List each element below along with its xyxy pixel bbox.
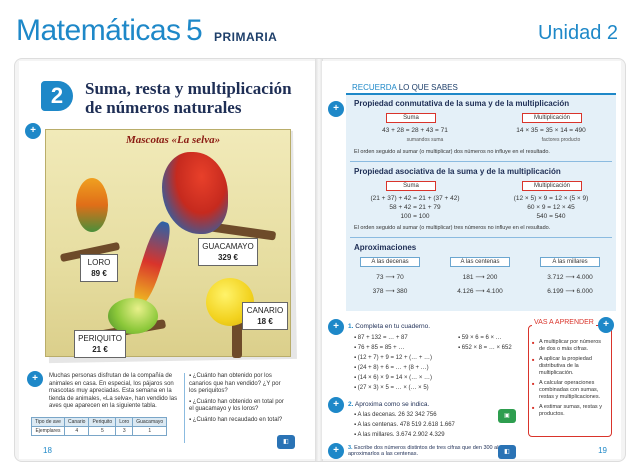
questions-list — [189, 373, 289, 424]
exercise-item: ▪ 87 + 132 = … + 87 — [354, 335, 408, 341]
exercise-number: 1. — [348, 323, 354, 330]
assoc-sum-line: 100 = 100 — [400, 213, 430, 220]
vas-a-aprender-box — [528, 325, 612, 437]
vas-item: ■ A estimar sumas, restas y productos. — [539, 404, 607, 418]
left-page — [19, 61, 316, 459]
assoc-mult-line: (12 × 5) × 9 = 12 × (5 × 9) — [513, 195, 589, 202]
exercise-item-text: 76 + 85 = 85 + … — [357, 345, 405, 351]
zoom-icon[interactable]: + — [27, 371, 43, 387]
budgie-periquito-image — [108, 298, 158, 334]
book-spread — [14, 58, 626, 462]
table-cell: 5 — [89, 427, 116, 436]
zoom-icon[interactable]: + — [328, 397, 344, 413]
mult-label: Multiplicación — [522, 181, 582, 191]
unit-label: Unidad 2 — [537, 22, 618, 44]
pet-price: 89 € — [91, 269, 107, 278]
pet-name: GUACAMAYO — [202, 242, 254, 251]
vas-prefix: VAS A — [534, 319, 554, 326]
exercise-1-title — [348, 323, 430, 330]
exercise-item: ▪ (14 × 6) × 9 = 14 × (… × …) — [354, 375, 432, 381]
pet-shop-poster[interactable] — [45, 129, 291, 357]
exercise-text: Escribe dos números distintos de tres cifras que den 300 al aproximarlos a las centenas. — [348, 445, 499, 457]
poster-title: Mascotas «La selva» — [126, 134, 221, 146]
price-tag-periquito — [74, 330, 126, 358]
approx-label: A las decenas — [360, 257, 420, 267]
table-header-cell: Periquito — [89, 418, 116, 427]
approx-example: 181 ⟶ 200 — [462, 274, 498, 281]
approx-example: 378 ⟶ 380 — [372, 288, 408, 295]
recuerda-heading — [352, 83, 458, 92]
approx-value: 70 — [396, 274, 404, 281]
exercise-3-title — [348, 445, 518, 457]
associative-note: El orden seguido al sumar (o multiplicar) tres números no influye en el resultado. — [354, 225, 551, 231]
pet-price: 329 € — [217, 253, 239, 262]
page-number-left: 18 — [43, 446, 52, 455]
approx-label: A las millares — [540, 257, 600, 267]
digital-resource-icon[interactable]: ▣ — [498, 409, 516, 423]
price-tag-guacamayo — [198, 238, 258, 266]
question-text: ¿Cuánto han obtenido por los canarios que han vendido? ¿Y por los periquitos? — [189, 373, 281, 394]
sum-label: Suma — [386, 113, 436, 123]
table-header-cell: Canario — [64, 418, 89, 427]
vas-suffix: APRENDER — [554, 319, 594, 326]
pet-price: 18 € — [257, 317, 273, 326]
exercise-item-text: A las decenas. 26 32 342 756 — [357, 412, 437, 418]
exercise-item-text: A las millares. 3.674 2.902 4.329 — [357, 432, 445, 438]
exercise-text: Completa en tu cuaderno. — [355, 323, 431, 330]
approx-value: 4.100 — [486, 288, 503, 295]
table-header-row — [32, 418, 167, 427]
approx-example: 73 ⟶ 70 — [376, 274, 404, 281]
approx-value: 4.000 — [576, 274, 593, 281]
approx-value: 3.712 — [547, 274, 564, 281]
book-title: Matemáticas — [16, 14, 181, 47]
exercise-item-text: (12 + 7) + 9 = 12 + (… + …) — [357, 355, 432, 361]
exercise-item: ▪ (24 + 8) + 6 = … + (8 + …) — [354, 365, 429, 371]
question-item: ▪ ¿Cuánto han obtenido en total por el guacamayo y los loros? — [189, 398, 284, 412]
approx-value: 4.126 — [457, 288, 474, 295]
digital-resource-icon[interactable]: ◧ — [277, 435, 295, 449]
question-text: ¿Cuánto han obtenido en total por el guacamayo y los loros? — [189, 398, 284, 412]
exercise-item: ▪ 76 + 85 = 85 + … — [354, 345, 405, 351]
vas-item: ■ A aplicar la propiedad distributiva de la multiplicación. — [539, 356, 607, 377]
recuerda-suffix: LO QUE SABES — [398, 83, 458, 92]
approx-value: 181 — [462, 274, 474, 281]
exercise-item: ▪ 59 × 6 = 6 × … — [458, 335, 502, 341]
vas-item: ■ A calcular operaciones combinadas con sumas, restas y multiplicaciones. — [539, 380, 607, 401]
commutative-note: El orden seguido al sumar (o multiplicar) dos números no influye en el resultado. — [354, 149, 550, 155]
sum-label: Suma — [386, 181, 436, 191]
question-item: ▪ ¿Cuánto han obtenido por los canarios que han vendido? ¿Y por los periquitos? — [189, 373, 281, 394]
exercise-item-text: 87 + 132 = … + 87 — [357, 335, 408, 341]
table-header-cell: Loro — [116, 418, 133, 427]
exercise-item: ▪ (12 + 7) + 9 = 12 + (… + …) — [354, 355, 432, 361]
mult-label: Multiplicación — [522, 113, 582, 123]
mult-terms: factores producto — [541, 137, 581, 143]
exercise-number: 2. — [348, 401, 354, 408]
exercise-number: 3. — [348, 445, 353, 451]
vas-a-aprender-title — [532, 319, 596, 326]
pet-price: 21 € — [92, 345, 108, 354]
table-cell: 4 — [64, 427, 89, 436]
approx-value: 6.000 — [576, 288, 593, 295]
divider — [184, 373, 185, 443]
right-page — [322, 61, 621, 459]
table-row — [32, 427, 167, 436]
price-tag-loro — [80, 254, 118, 282]
mult-formula: 14 × 35 = 35 × 14 = 490 — [516, 127, 586, 134]
vas-item: ■ A multiplicar por números de dos o más cifras. — [539, 339, 607, 353]
book-level: PRIMARIA — [214, 30, 278, 44]
approx-example: 3.712 ⟶ 4.000 — [547, 274, 593, 281]
zoom-icon[interactable]: + — [328, 101, 344, 117]
page-number-right: 19 — [598, 446, 607, 455]
table-cell: 1 — [133, 427, 167, 436]
parrot-loro-image — [76, 178, 108, 232]
exercise-item: ▪ A las centenas. 478 519 2.618 1.667 — [354, 422, 455, 428]
sales-table — [31, 417, 167, 436]
exercise-item-text: (14 × 6) × 9 = 14 × (… × …) — [357, 375, 432, 381]
recuerda-prefix: RECUERDA — [352, 83, 397, 92]
zoom-icon[interactable]: + — [328, 443, 344, 459]
digital-resource-icon[interactable]: ◧ — [498, 445, 516, 459]
approx-value: 380 — [396, 288, 408, 295]
assoc-sum-line: 58 + 42 = 21 + 79 — [389, 204, 441, 211]
divider — [350, 161, 612, 162]
exercise-item: ▪ 652 × 8 = … × 652 — [458, 345, 512, 351]
divider — [350, 237, 612, 238]
sum-formula: 43 + 28 = 28 + 43 = 71 — [382, 127, 448, 134]
approx-title: Aproximaciones — [354, 243, 417, 252]
question-item: ▪ ¿Cuánto han recaudado en total? — [189, 416, 283, 423]
assoc-mult-line: 540 = 540 — [536, 213, 566, 220]
assoc-mult-line: 60 × 9 = 12 × 45 — [527, 204, 575, 211]
assoc-sum-line: (21 + 37) + 42 = 21 + (37 + 42) — [370, 195, 460, 202]
exercise-item-text: 652 × 8 = … × 652 — [461, 345, 512, 351]
approx-value: 200 — [486, 274, 498, 281]
table-cell: Ejemplares — [32, 427, 65, 436]
exercise-text: Aproxima como se indica. — [354, 401, 430, 408]
exercise-2-title — [348, 401, 429, 408]
exercise-item: ▪ A las decenas. 26 32 342 756 — [354, 412, 437, 418]
lesson-number-badge: 2 — [41, 81, 73, 111]
approx-label: A las centenas — [450, 257, 510, 267]
zoom-icon[interactable]: + — [25, 123, 41, 139]
exercise-item-text: (24 + 8) + 6 = … + (8 + …) — [357, 365, 429, 371]
price-tag-canario — [242, 302, 288, 330]
exercise-item-text: A las centenas. 478 519 2.618 1.667 — [357, 422, 455, 428]
recuerda-box — [346, 93, 616, 311]
approx-example: 4.126 ⟶ 4.100 — [457, 288, 503, 295]
pet-name: PERIQUITO — [78, 334, 122, 343]
associative-title: Propiedad asociativa de la suma y de la multiplicación — [354, 167, 561, 176]
table-header-cell: Guacamayo — [133, 418, 167, 427]
table-cell: 3 — [116, 427, 133, 436]
intro-paragraph: Muchas personas disfrutan de la compañía de animales en casa. En especial, los pájaros son mascotas muy apreciadas. Esta semana en la tienda de animales, «La selva», han vendido las aves que aparecen en la siguiente tabla. — [49, 373, 178, 409]
approx-value: 6.199 — [547, 288, 564, 295]
exercise-item-text: 59 × 6 = 6 × … — [461, 335, 502, 341]
pet-name: CANARIO — [246, 306, 284, 315]
commutative-title: Propiedad conmutativa de la suma y de la multiplicación — [354, 99, 570, 108]
approx-value: 378 — [372, 288, 384, 295]
pet-name: LORO — [87, 258, 111, 267]
lesson-title: Suma, resta y multiplicación de números naturales — [85, 79, 292, 117]
approx-example: 6.199 ⟶ 6.000 — [547, 288, 593, 295]
question-text: ¿Cuánto han recaudado en total? — [192, 416, 283, 423]
exercise-item: ▪ A las millares. 3.674 2.902 4.329 — [354, 432, 445, 438]
zoom-icon[interactable]: + — [598, 317, 614, 333]
book-grade: 5 — [186, 14, 203, 47]
table-header-cell: Tipo de ave — [32, 418, 65, 427]
zoom-icon[interactable]: + — [328, 319, 344, 335]
exercise-item-text: (27 × 3) × 5 = … × (… × 5) — [357, 385, 429, 391]
sum-terms: sumandos suma — [406, 137, 444, 143]
exercise-item: ▪ (27 × 3) × 5 = … × (… × 5) — [354, 385, 429, 391]
approx-value: 73 — [376, 274, 384, 281]
